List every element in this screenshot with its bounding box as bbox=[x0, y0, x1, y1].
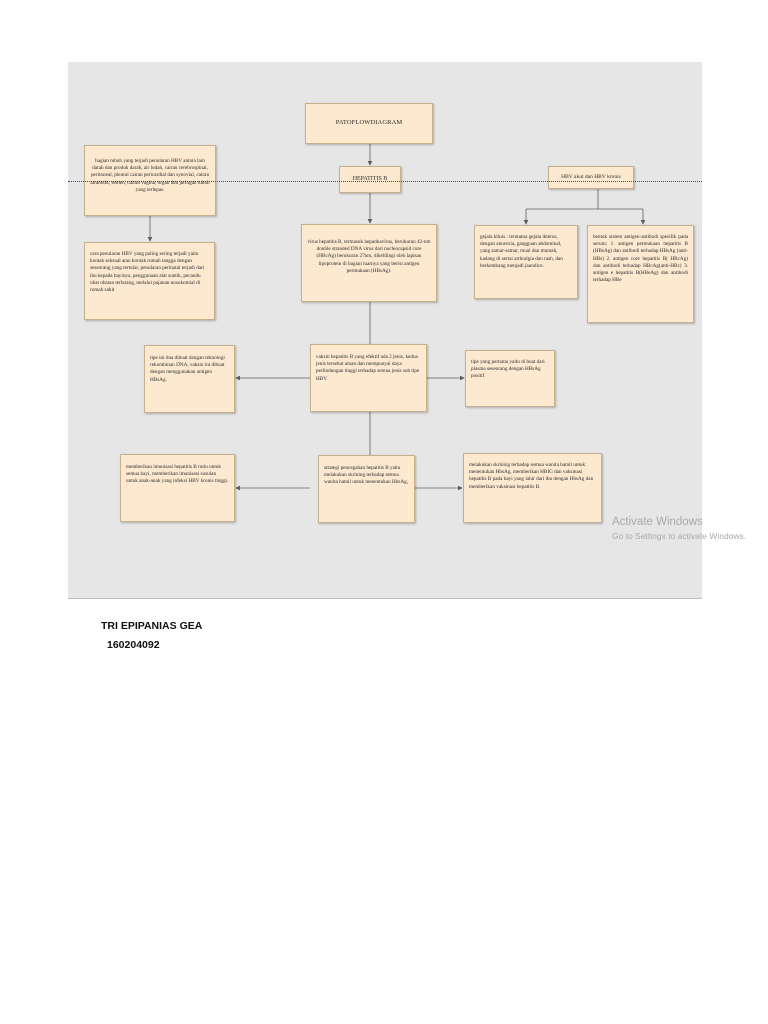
watermark-title: Activate Windows bbox=[612, 516, 703, 528]
hbv-types-box: HBV akut dan HBV kronis bbox=[548, 166, 634, 189]
hepatitis-b-box: HEPATITIS B bbox=[339, 166, 401, 193]
prevention-strategy-box: strategi pencegahan hepatitis B yaitu melakukan skrining terhadap semua wanita hamil untuk menentukan HbsAg, bbox=[318, 455, 415, 523]
vaccine-type-plasma-box: tipe yang pertama yaitu di buat dari plasma seseorang dengan HBsAg positif bbox=[465, 350, 555, 407]
transmission-routes-box: cara penularan HBV yang paling sering terjadi yaitu kontak seksual atau kontak rumah tangga dengan seseorang yang tertular, penularan perinatal terjadi dari ibu kepada bayinya, penggunaan alat suntik, pecandu obat obatan terlarang, melalui pajanan nosokomial di rumah sakit bbox=[84, 242, 215, 320]
antigen-antibody-box: bentuk sistem antigen-antibodi spesifik pada serum; 1. antigen permukaan hepatitis B (HBsAg) dan antibodi terhadap HBsAg (anti-HBs) 2. antigen core hepatitis B( HBcAg) dan antibodi terhadap HBcAg(anti-HBc) 3. antigen e hepatitis B(HBeAg) dan antibodi terhadap HBe bbox=[587, 225, 694, 323]
vaccine-types-box: vaksin hepatitis B yang efektif ada 2 jenis, kedua jenis tersebut aman dan mempunyai daya perlindungan tinggi terhadap semua jenis sub tipe HBV. bbox=[310, 344, 427, 412]
vaccine-type-recombinant-box: tipe ini dua dibuat dengan teknologi rekombinan DNA, vaksin ini dibuat dengan menggunakan antigen HBsAg. bbox=[144, 345, 235, 413]
flow-diagram-panel bbox=[68, 62, 702, 599]
routine-immunization-box: memberikan imunisasi hepatitis B rutin untuk semua bayi, memberikan imunisasi susulan untuk anak-anak yang infeksi HBV kronis tinggi. bbox=[120, 454, 235, 522]
virus-description-box: virus hepatitis B, termasuk hepadnavirus, berukuran 42-nm double stranded DNA virus dari nucleocapsid core (HBcAg) berukuran 27nm, dikelilingi oleh lapisan lipoprotein di bagian luarnya yang berisi antigen permukaan (HBsAg). bbox=[301, 224, 437, 302]
diagram-title-box: PATOFLOWDIAGRAM bbox=[305, 103, 433, 144]
author-name: TRI EPIPANIAS GEA bbox=[101, 620, 203, 632]
clinical-symptoms-box: gejala klinis : terutama gejala ikterus, dengan anorexia, gangguan abdominal, yang samar-samar, mual dan muntah, kadang di sertai arthralgia dan rash, dan berkembang menjadi jaundice. bbox=[474, 225, 578, 299]
activate-windows-watermark bbox=[612, 516, 746, 541]
transmission-fluids-box: bagian tubuh yang terjadi penularan HBV antara lain darah dan produk darah, air ludah, cairan cerebrospinal, peritoneal, pleural cairan pericardial dan synovial, cairan amniotik, semen, cairan vagina, organ dan jaringan tubuh yang terlepas. bbox=[84, 145, 216, 216]
dotted-guide-line bbox=[68, 181, 702, 182]
screening-action-box: melakukan skrining terhadap semua wanita hamil untuk menentukan HbsAg, memberikan HBIG dan vaksinasi hepatitis B pada bayi yang lahir dari ibu dengan HbsAg dan memberikan vaksinasi hepatitis B. bbox=[463, 453, 602, 523]
watermark-subtitle: Go to Settings to activate Windows. bbox=[612, 531, 747, 541]
student-id: 160204092 bbox=[107, 639, 160, 651]
